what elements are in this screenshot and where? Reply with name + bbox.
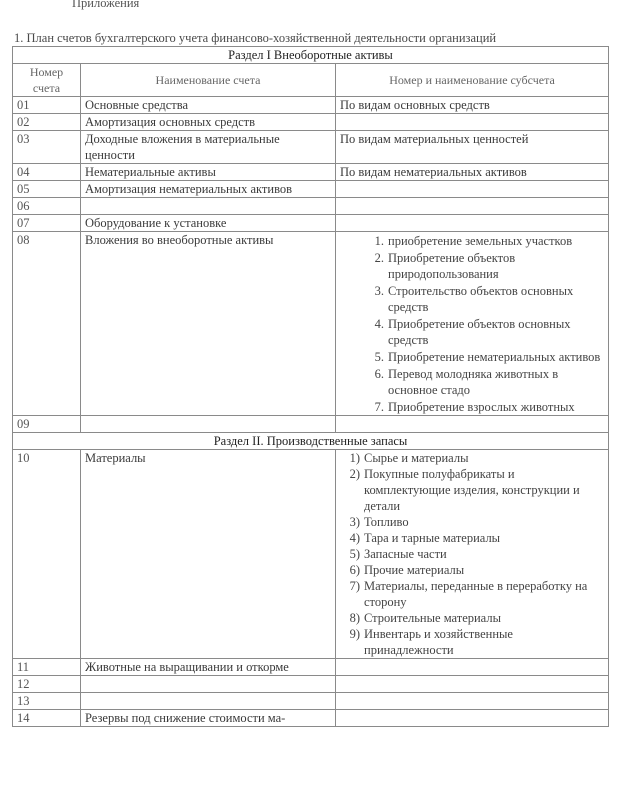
table-row	[13, 198, 609, 215]
account-number: 07	[13, 215, 81, 232]
col-header-number: Номер счета	[13, 64, 81, 97]
account-name: Основные средства	[81, 97, 336, 114]
table-row	[13, 676, 609, 693]
account-number: 02	[13, 114, 81, 131]
section-title: Раздел I Внеоборотные активы	[13, 47, 609, 64]
subaccount-cell: По видам материальных ценностей	[336, 131, 609, 164]
list-marker: 1.	[374, 234, 384, 248]
subaccount-cell	[336, 710, 609, 727]
col-header-subaccount: Номер и наименование субсчета	[336, 64, 609, 97]
subaccount-cell	[336, 416, 609, 433]
subaccount-cell	[336, 232, 609, 416]
table-row	[13, 97, 609, 114]
table-row	[13, 164, 609, 181]
account-number: 08	[13, 232, 81, 416]
list-item	[349, 530, 604, 546]
account-number: 04	[13, 164, 81, 181]
account-number: 14	[13, 710, 81, 727]
subaccount-cell	[336, 676, 609, 693]
list-item	[349, 514, 604, 530]
table-row	[13, 232, 609, 416]
list-item	[349, 546, 604, 562]
subaccount-text: приобретение земельных участков	[388, 234, 573, 248]
page-header: Приложения	[72, 0, 140, 10]
subaccount-text: Инвентарь и хозяйственные принадлежности	[364, 627, 513, 657]
table-row	[13, 710, 609, 727]
subaccount-cell	[336, 450, 609, 659]
list-marker: 5)	[349, 547, 360, 561]
list-marker: 2)	[349, 467, 360, 481]
subaccount-text: Приобретение объектов основных средств	[388, 317, 571, 347]
subaccount-cell	[336, 114, 609, 131]
account-number: 01	[13, 97, 81, 114]
list-marker: 5.	[374, 350, 384, 364]
list-marker: 2.	[374, 251, 384, 265]
col-header-name: Наименование счета	[81, 64, 336, 97]
account-name	[81, 198, 336, 215]
account-number: 12	[13, 676, 81, 693]
table-row	[13, 131, 609, 164]
subaccount-text: Приобретение взрослых животных	[388, 400, 575, 414]
subaccount-cell	[336, 215, 609, 232]
list-marker: 3.	[374, 284, 384, 298]
account-name: Нематериальные активы	[81, 164, 336, 181]
column-header-row	[13, 64, 609, 97]
account-name: Амортизация нематериальных активов	[81, 181, 336, 198]
subaccount-text: Строительство объектов основных средств	[388, 284, 574, 314]
account-number: 10	[13, 450, 81, 659]
subaccount-cell: По видам основных средств	[336, 97, 609, 114]
account-number: 03	[13, 131, 81, 164]
list-item	[349, 562, 604, 578]
account-name	[81, 693, 336, 710]
account-number: 06	[13, 198, 81, 215]
subaccount-list	[340, 450, 604, 658]
account-name: Оборудование к установке	[81, 215, 336, 232]
subaccount-text: Сырье и материалы	[364, 451, 469, 465]
account-name: Амортизация основных средств	[81, 114, 336, 131]
section-title: Раздел II. Производственные запасы	[13, 433, 609, 450]
document-title: 1. План счетов бухгалтерского учета финансово-хозяйственной деятельности организаций	[14, 31, 497, 45]
subaccount-text: Прочие материалы	[364, 563, 465, 577]
subaccount-text: Приобретение нематериальных активов	[388, 350, 601, 364]
account-name: Животные на выращивании и откорме	[81, 659, 336, 676]
list-item	[374, 349, 604, 365]
list-marker: 6)	[349, 563, 360, 577]
list-item	[374, 316, 604, 348]
list-item	[349, 466, 604, 514]
subaccount-text: Строительные материалы	[364, 611, 501, 625]
section-2-body	[13, 450, 609, 727]
list-item	[349, 610, 604, 626]
account-name: Материалы	[81, 450, 336, 659]
subaccount-text: Приобретение объектов природопользования	[388, 251, 516, 281]
section-1-body	[13, 97, 609, 433]
list-item	[349, 450, 604, 466]
account-name: Резервы под снижение стоимости ма-	[81, 710, 336, 727]
list-marker: 7)	[349, 579, 360, 593]
table-row	[13, 450, 609, 659]
subaccount-cell	[336, 693, 609, 710]
account-name: Вложения во внеоборотные активы	[81, 232, 336, 416]
list-item	[374, 250, 604, 282]
section-1-header-row	[13, 47, 609, 64]
subaccount-text: Топливо	[364, 515, 409, 529]
account-number: 13	[13, 693, 81, 710]
account-number: 05	[13, 181, 81, 198]
list-marker: 4.	[374, 317, 384, 331]
subaccount-cell	[336, 181, 609, 198]
subaccount-text: Покупные полуфабрикаты и комплектующие изделия, конструкции и детали	[364, 467, 580, 513]
subaccount-cell	[336, 198, 609, 215]
list-item	[374, 366, 604, 398]
list-marker: 7.	[374, 400, 384, 414]
list-item	[374, 233, 604, 249]
table-row	[13, 215, 609, 232]
account-name	[81, 416, 336, 433]
subaccount-text: Материалы, переданные в переработку на сторону	[364, 579, 588, 609]
chart-of-accounts-table	[12, 46, 609, 727]
account-number: 11	[13, 659, 81, 676]
account-name: Доходные вложения в материальные ценности	[81, 131, 336, 164]
subaccount-cell: По видам нематериальных активов	[336, 164, 609, 181]
list-marker: 4)	[349, 531, 360, 545]
section-2-header-row	[13, 433, 609, 450]
list-marker: 8)	[349, 611, 360, 625]
table-row	[13, 114, 609, 131]
list-marker: 6.	[374, 367, 384, 381]
account-number: 09	[13, 416, 81, 433]
table-row	[13, 693, 609, 710]
subaccount-text: Запасные части	[364, 547, 447, 561]
list-item	[374, 399, 604, 415]
list-marker: 3)	[349, 515, 360, 529]
account-name	[81, 676, 336, 693]
subaccount-cell	[336, 659, 609, 676]
subaccount-list	[340, 233, 604, 415]
list-item	[374, 283, 604, 315]
table-row	[13, 659, 609, 676]
table-row	[13, 416, 609, 433]
subaccount-text: Перевод молодняка животных в основное стадо	[388, 367, 559, 397]
table-row	[13, 181, 609, 198]
subaccount-text: Тара и тарные материалы	[364, 531, 501, 545]
list-marker: 9)	[349, 627, 360, 641]
list-item	[349, 626, 604, 658]
list-marker: 1)	[349, 451, 360, 465]
list-item	[349, 578, 604, 610]
